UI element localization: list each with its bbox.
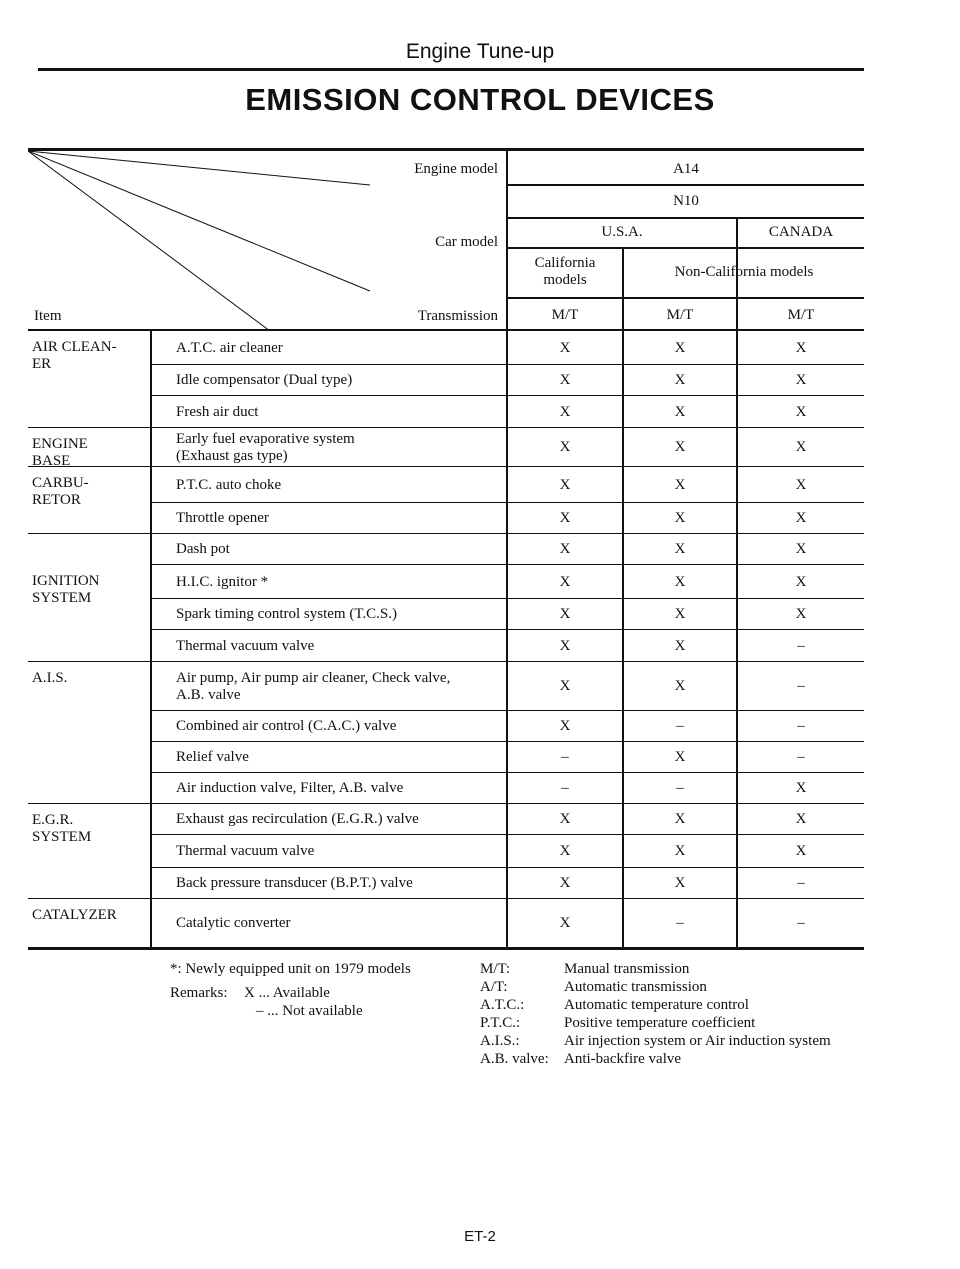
available-mark: X	[559, 875, 571, 891]
abbreviation-term: M/T:	[480, 961, 511, 977]
device-name: Thermal vacuum valve	[176, 843, 315, 859]
abbreviation-meaning: Anti-backfire valve	[564, 1051, 682, 1067]
not-available-mark: –	[797, 718, 805, 734]
device-name: Early fuel evaporative system	[176, 430, 355, 447]
available-mark: X	[674, 749, 686, 765]
group-label: ER	[32, 356, 52, 372]
available-mark: X	[674, 476, 686, 493]
group-divider	[28, 661, 864, 662]
available-mark: X	[559, 843, 571, 859]
row-divider	[152, 867, 864, 868]
remarks-label: Remarks:	[170, 985, 228, 1001]
available-mark: X	[559, 718, 571, 734]
available-mark: X	[674, 339, 686, 356]
transmission-california: M/T	[551, 307, 579, 323]
not-available-mark: –	[561, 780, 569, 796]
device-name: Idle compensator (Dual type)	[176, 372, 353, 388]
not-available-mark: –	[561, 749, 569, 765]
device-name: Combined air control (C.A.C.) valve	[176, 718, 397, 734]
group-divider	[28, 466, 864, 467]
available-mark: X	[795, 372, 807, 388]
car-model-value: N10	[673, 193, 699, 209]
footnote: *: Newly equipped unit on 1979 models	[170, 961, 411, 977]
available-mark: X	[559, 339, 571, 356]
available-mark: X	[795, 780, 807, 796]
available-mark: X	[674, 372, 686, 388]
row-divider	[152, 502, 864, 503]
available-mark: X	[674, 606, 686, 622]
group-label: CARBU-	[32, 475, 89, 491]
engine-model-label: Engine model	[414, 161, 498, 177]
available-mark: X	[795, 439, 807, 455]
available-mark: X	[795, 510, 807, 526]
not-available-mark: –	[797, 678, 805, 694]
abbreviation-meaning: Air injection system or Air induction system	[564, 1033, 831, 1049]
device-name: (Exhaust gas type)	[176, 447, 288, 464]
abbreviation-term: A.I.S.:	[480, 1033, 520, 1049]
available-mark: X	[795, 573, 807, 590]
available-mark: X	[795, 541, 807, 557]
page-title: EMISSION CONTROL DEVICES	[245, 82, 715, 117]
device-name: A.B. valve	[176, 686, 241, 703]
not-available-mark: –	[797, 637, 805, 654]
abbreviation-term: A/T:	[480, 979, 508, 995]
available-mark: X	[674, 678, 686, 694]
row-divider	[152, 395, 864, 396]
row-divider	[152, 710, 864, 711]
device-name: Exhaust gas recirculation (E.G.R.) valve	[176, 811, 419, 827]
group-label: RETOR	[32, 492, 81, 508]
available-mark: X	[795, 476, 807, 493]
header-rule	[38, 68, 864, 71]
group-label: A.I.S.	[32, 670, 68, 686]
group-label: IGNITION	[32, 573, 100, 589]
available-mark: X	[559, 678, 571, 694]
available-mark: X	[795, 811, 807, 827]
available-mark: X	[795, 843, 807, 859]
group-divider	[28, 898, 864, 899]
device-name: Relief valve	[176, 749, 249, 765]
device-name: Catalytic converter	[176, 914, 291, 931]
not-available-mark: –	[797, 914, 805, 931]
device-name: A.T.C. air cleaner	[176, 339, 283, 356]
device-name: H.I.C. ignitor *	[176, 573, 269, 590]
not-available-mark: –	[676, 780, 684, 796]
row-divider	[152, 772, 864, 773]
market-usa: U.S.A.	[601, 224, 643, 240]
abbreviation-meaning: Automatic transmission	[564, 979, 707, 995]
device-name: Dash pot	[176, 541, 230, 557]
row-divider	[152, 364, 864, 365]
available-mark: X	[674, 439, 686, 455]
abbreviation-term: A.T.C.:	[480, 997, 525, 1013]
abbreviation-term: A.B. valve:	[480, 1051, 549, 1067]
table-body	[28, 151, 864, 947]
available-mark: X	[559, 606, 571, 622]
group-label: E.G.R.	[32, 812, 74, 828]
available-mark: X	[559, 811, 571, 827]
available-mark: X	[674, 811, 686, 827]
group-label: ENGINE	[32, 436, 88, 452]
group-label: SYSTEM	[32, 590, 92, 606]
available-mark: X	[795, 606, 807, 622]
device-name: Fresh air duct	[176, 403, 259, 420]
device-name: Throttle opener	[176, 510, 269, 526]
device-name: Air pump, Air pump air cleaner, Check valve,	[176, 669, 451, 686]
non-california-header: Non-California models	[674, 264, 814, 280]
group-label: SYSTEM	[32, 829, 92, 845]
row-divider	[152, 598, 864, 599]
group-divider	[28, 533, 864, 534]
available-mark: X	[674, 510, 686, 526]
row-divider	[152, 834, 864, 835]
available-mark: X	[559, 510, 571, 526]
market-canada: CANADA	[768, 224, 834, 240]
group-label: AIR CLEAN-	[32, 339, 117, 355]
not-available-mark: –	[676, 718, 684, 734]
available-mark: X	[674, 573, 686, 590]
page-number: ET-2	[464, 1228, 496, 1245]
available-mark: X	[795, 403, 807, 420]
available-mark: X	[559, 403, 571, 420]
available-mark: X	[559, 476, 571, 493]
item-label: Item	[34, 308, 62, 324]
available-mark: X	[559, 541, 571, 557]
available-mark: X	[559, 914, 571, 931]
device-name: Air induction valve, Filter, A.B. valve	[176, 780, 404, 796]
available-mark: X	[674, 843, 686, 859]
available-mark: X	[674, 403, 686, 420]
device-name: Back pressure transducer (B.P.T.) valve	[176, 875, 413, 891]
remarks-not-available: – ... Not available	[256, 1003, 363, 1019]
california-line2: models	[543, 272, 587, 288]
car-model-label: Car model	[435, 234, 498, 250]
engine-model-value: A14	[673, 161, 699, 177]
group-divider	[28, 427, 864, 428]
device-name: Spark timing control system (T.C.S.)	[176, 606, 397, 622]
available-mark: X	[674, 875, 686, 891]
remarks-available: X ... Available	[244, 985, 330, 1001]
device-name: P.T.C. auto choke	[176, 476, 282, 493]
group-label: BASE	[32, 453, 71, 469]
california-line1: California	[534, 255, 596, 271]
emission-devices-table	[28, 148, 864, 950]
not-available-mark: –	[797, 749, 805, 765]
abbreviation-meaning: Manual transmission	[564, 961, 690, 977]
not-available-mark: –	[797, 875, 805, 891]
available-mark: X	[674, 541, 686, 557]
row-divider	[152, 629, 864, 630]
group-divider	[28, 803, 864, 804]
abbreviation-meaning: Automatic temperature control	[564, 997, 749, 1013]
available-mark: X	[559, 372, 571, 388]
section-title: Engine Tune-up	[405, 40, 555, 63]
available-mark: X	[559, 573, 571, 590]
transmission-label: Transmission	[417, 308, 498, 324]
transmission-usa: M/T	[666, 307, 694, 323]
group-label: CATALYZER	[32, 907, 117, 923]
abbreviation-meaning: Positive temperature coefficient	[564, 1015, 756, 1031]
available-mark: X	[559, 439, 571, 455]
row-divider	[152, 741, 864, 742]
available-mark: X	[559, 637, 571, 654]
not-available-mark: –	[676, 914, 684, 931]
row-divider	[152, 564, 864, 565]
available-mark: X	[674, 637, 686, 654]
transmission-canada: M/T	[787, 307, 815, 323]
abbreviation-term: P.T.C.:	[480, 1015, 521, 1031]
available-mark: X	[795, 339, 807, 356]
device-name: Thermal vacuum valve	[176, 637, 315, 654]
